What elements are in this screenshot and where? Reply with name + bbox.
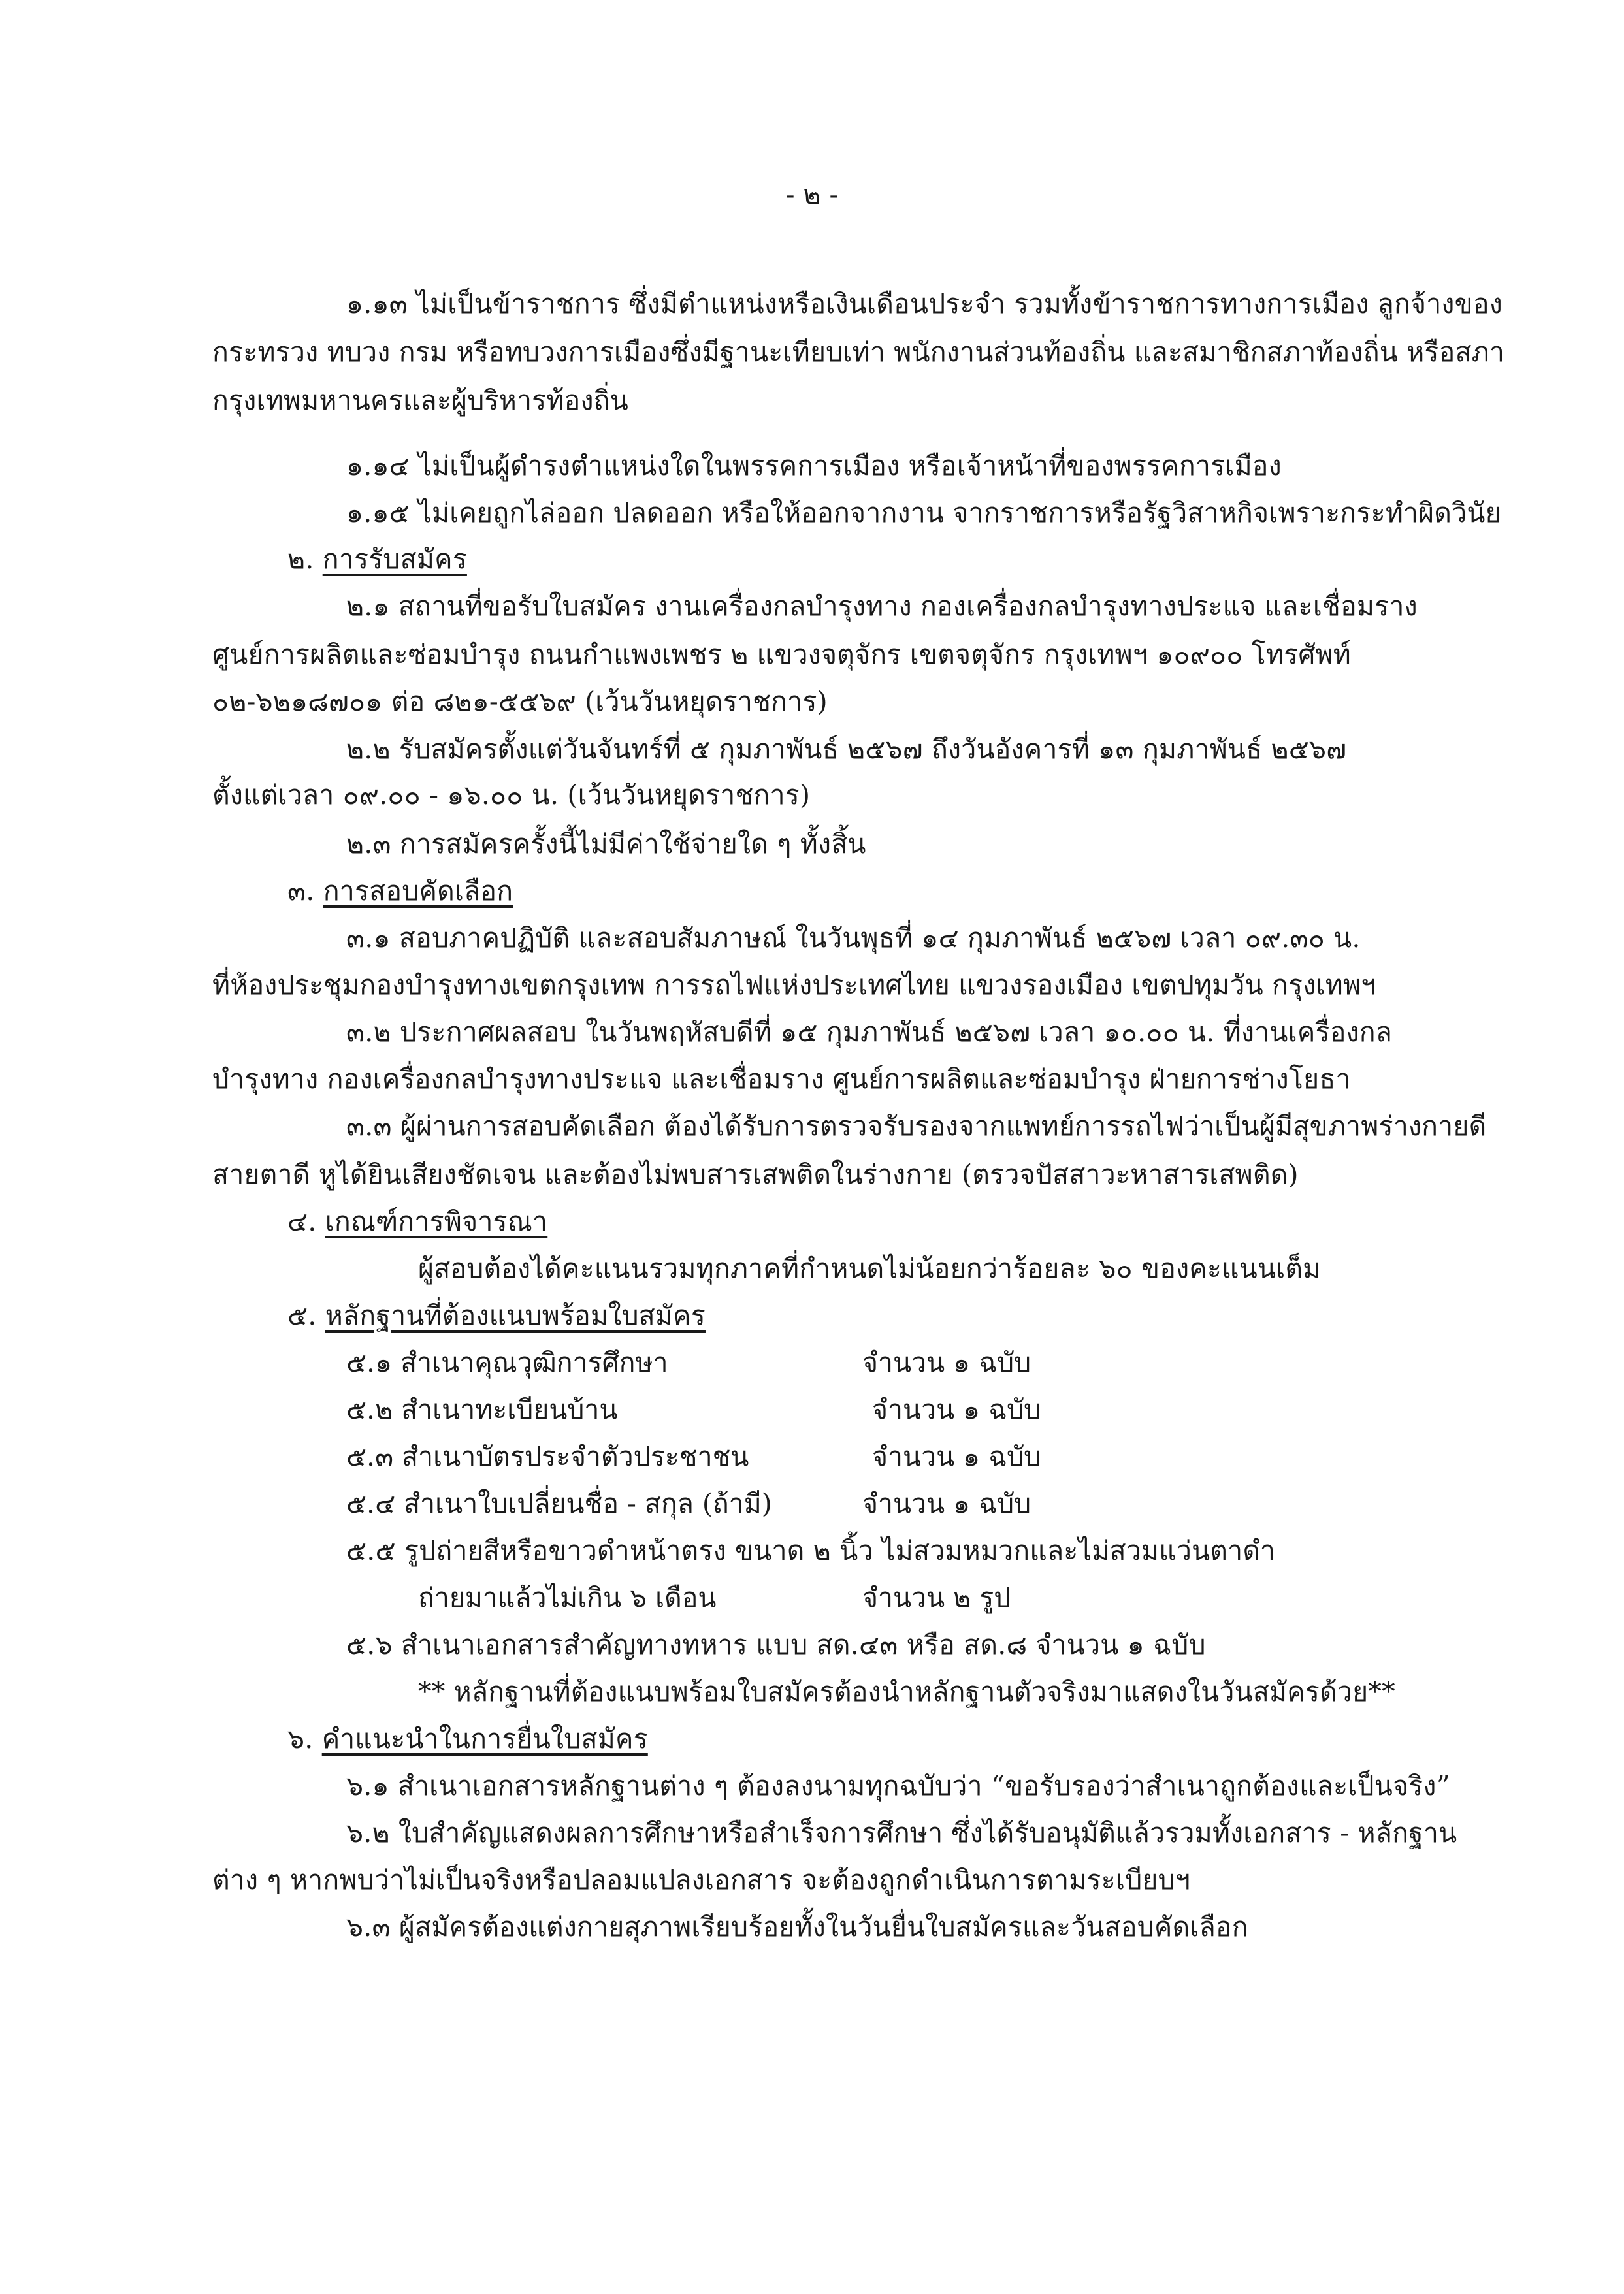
document-item-quantity: จำนวน ๑ ฉบับ bbox=[872, 1441, 1041, 1472]
document-item-quantity: จำนวน ๑ ฉบับ bbox=[862, 1488, 1031, 1519]
item-2-1-line-3: ๐๒-๖๒๑๘๗๐๑ ต่อ ๘๒๑-๕๕๖๙ (เว้นวันหยุดราชการ) bbox=[212, 686, 828, 717]
item-2-2-line-1: ๒.๒ รับสมัครตั้งแต่วันจันทร์ที่ ๕ กุมภาพันธ์ ๒๕๖๗ ถึงวันอังคารที่ ๑๓ กุมภาพันธ์ ๒๕๖๗ bbox=[346, 734, 1347, 765]
section-5-title: หลักฐานที่ต้องแนบพร้อมใบสมัคร bbox=[325, 1300, 706, 1331]
item-5-6: ๕.๖ สำเนาเอกสารสำคัญทางทหาร แบบ สด.๔๓ หรือ สด.๘ จำนวน ๑ ฉบับ bbox=[346, 1629, 1206, 1660]
section-5-number: ๕. bbox=[287, 1300, 317, 1331]
item-5-5-line-2: ถ่ายมาแล้วไม่เกิน ๖ เดือน bbox=[418, 1582, 717, 1613]
item-3-1-line-2: ที่ห้องประชุมกองบำรุงทางเขตกรุงเทพ การรถไฟแห่งประเทศไทย แขวงรองเมือง เขตปทุมวัน กรุงเทพฯ bbox=[212, 969, 1376, 1001]
section-2-title: การรับสมัคร bbox=[322, 543, 467, 575]
item-1-13-line-2: กระทรวง ทบวง กรม หรือทบวงการเมืองซึ่งมีฐานะเทียบเท่า พนักงานส่วนท้องถิ่น และสมาชิกสภาท้องถิ่น หรือสภา bbox=[212, 336, 1505, 368]
page-number: - ๒ - bbox=[785, 179, 839, 210]
item-6-2-line-2: ต่าง ๆ หากพบว่าไม่เป็นจริงหรือปลอมแปลงเอกสาร จะต้องถูกดำเนินการตามระเบียบฯ bbox=[212, 1864, 1191, 1896]
item-3-1-line-1: ๓.๑ สอบภาคปฏิบัติ และสอบสัมภาษณ์ ในวันพุธที่ ๑๔ กุมภาพันธ์ ๒๕๖๗ เวลา ๐๙.๓๐ น. bbox=[346, 922, 1361, 954]
section-3-heading bbox=[287, 871, 513, 911]
document-item-label: ๕.๑ สำเนาคุณวุฒิการศึกษา bbox=[346, 1347, 668, 1378]
item-1-15: ๑.๑๕ ไม่เคยถูกไล่ออก ปลดออก หรือให้ออกจากงาน จากราชการหรือรัฐวิสาหกิจเพราะกระทำผิดวินัย bbox=[346, 497, 1501, 528]
item-1-13-line-1: ๑.๑๓ ไม่เป็นข้าราชการ ซึ่งมีตำแหน่งหรือเงินเดือนประจำ รวมทั้งข้าราชการทางการเมือง ลูกจ้างของ bbox=[346, 288, 1502, 319]
section-6-heading bbox=[287, 1719, 648, 1758]
document-item-label: ๕.๒ สำเนาทะเบียนบ้าน bbox=[346, 1394, 618, 1425]
item-3-2-line-1: ๓.๒ ประกาศผลสอบ ในวันพฤหัสบดีที่ ๑๕ กุมภาพันธ์ ๒๕๖๗ เวลา ๑๐.๐๐ น. ที่งานเครื่องกล bbox=[346, 1016, 1393, 1048]
item-3-3-line-1: ๓.๓ ผู้ผ่านการสอบคัดเลือก ต้องได้รับการตรวจรับรองจากแพทย์การรถไฟว่าเป็นผู้มีสุขภาพร่างกายดี bbox=[346, 1110, 1487, 1142]
section-3-title: การสอบคัดเลือก bbox=[323, 875, 513, 907]
document-item-quantity: จำนวน ๑ ฉบับ bbox=[862, 1347, 1031, 1378]
section-4-number: ๔. bbox=[287, 1206, 317, 1237]
item-5-5-quantity: จำนวน ๒ รูป bbox=[862, 1582, 1011, 1613]
document-item-label: ๕.๓ สำเนาบัตรประจำตัวประชาชน bbox=[346, 1441, 749, 1472]
item-2-1-line-1: ๒.๑ สถานที่ขอรับใบสมัคร งานเครื่องกลบำรุงทาง กองเครื่องกลบำรุงทางประแจ และเชื่อมราง bbox=[346, 590, 1418, 622]
item-6-3: ๖.๓ ผู้สมัครต้องแต่งกายสุภาพเรียบร้อยทั้งในวันยื่นใบสมัครและวันสอบคัดเลือก bbox=[346, 1911, 1248, 1943]
section-5-note: ** หลักฐานที่ต้องแนบพร้อมใบสมัครต้องนำหลักฐานตัวจริงมาแสดงในวันสมัครด้วย** bbox=[418, 1676, 1395, 1707]
item-5-5-line-1: ๕.๕ รูปถ่ายสีหรือขาวดำหน้าตรง ขนาด ๒ นิ้ว ไม่สวมหมวกและไม่สวมแว่นตาดำ bbox=[346, 1535, 1276, 1566]
section-5-heading bbox=[287, 1296, 706, 1335]
section-6-title: คำแนะนำในการยื่นใบสมัคร bbox=[321, 1723, 648, 1754]
document-item-quantity: จำนวน ๑ ฉบับ bbox=[872, 1394, 1041, 1425]
item-3-2-line-2: บำรุงทาง กองเครื่องกลบำรุงทางประแจ และเชื่อมราง ศูนย์การผลิตและซ่อมบำรุง ฝ่ายการช่างโยธา bbox=[212, 1063, 1351, 1095]
section-4-heading bbox=[287, 1202, 547, 1241]
item-2-3: ๒.๓ การสมัครครั้งนี้ไม่มีค่าใช้จ่ายใด ๆ ทั้งสิ้น bbox=[346, 828, 866, 860]
item-2-1-line-2: ศูนย์การผลิตและซ่อมบำรุง ถนนกำแพงเพชร ๒ แขวงจตุจักร เขตจตุจักร กรุงเทพฯ ๑๐๙๐๐ โทรศัพท์ bbox=[212, 639, 1352, 670]
section-4-title: เกณฑ์การพิจารณา bbox=[325, 1206, 548, 1237]
item-2-2-line-2: ตั้งแต่เวลา ๐๙.๐๐ - ๑๖.๐๐ น. (เว้นวันหยุดราชการ) bbox=[212, 779, 811, 811]
document-item-label: ๕.๔ สำเนาใบเปลี่ยนชื่อ - สกุล (ถ้ามี) bbox=[346, 1488, 772, 1519]
section-4-body: ผู้สอบต้องได้คะแนนรวมทุกภาคที่กำหนดไม่น้อยกว่าร้อยละ ๖๐ ของคะแนนเต็ม bbox=[418, 1253, 1321, 1284]
section-3-number: ๓. bbox=[287, 875, 315, 907]
item-1-14: ๑.๑๔ ไม่เป็นผู้ดำรงตำแหน่งใดในพรรคการเมือง หรือเจ้าหน้าที่ของพรรคการเมือง bbox=[346, 450, 1282, 481]
section-2-heading bbox=[287, 540, 467, 579]
item-6-1: ๖.๑ สำเนาเอกสารหลักฐานต่าง ๆ ต้องลงนามทุกฉบับว่า “ขอรับรองว่าสำเนาถูกต้องและเป็นจริง” bbox=[346, 1770, 1450, 1801]
item-3-3-line-2: สายตาดี หูได้ยินเสียงชัดเจน และต้องไม่พบสารเสพติดในร่างกาย (ตรวจปัสสาวะหาสารเสพติด) bbox=[212, 1159, 1299, 1190]
section-6-number: ๖. bbox=[287, 1723, 314, 1754]
section-2-number: ๒. bbox=[287, 543, 314, 575]
item-6-2-line-1: ๖.๒ ใบสำคัญแสดงผลการศึกษาหรือสำเร็จการศึกษา ซึ่งได้รับอนุมัติแล้วรวมทั้งเอกสาร - หลักฐาน bbox=[346, 1817, 1457, 1849]
item-1-13-line-3: กรุงเทพมหานครและผู้บริหารท้องถิ่น bbox=[212, 385, 628, 416]
